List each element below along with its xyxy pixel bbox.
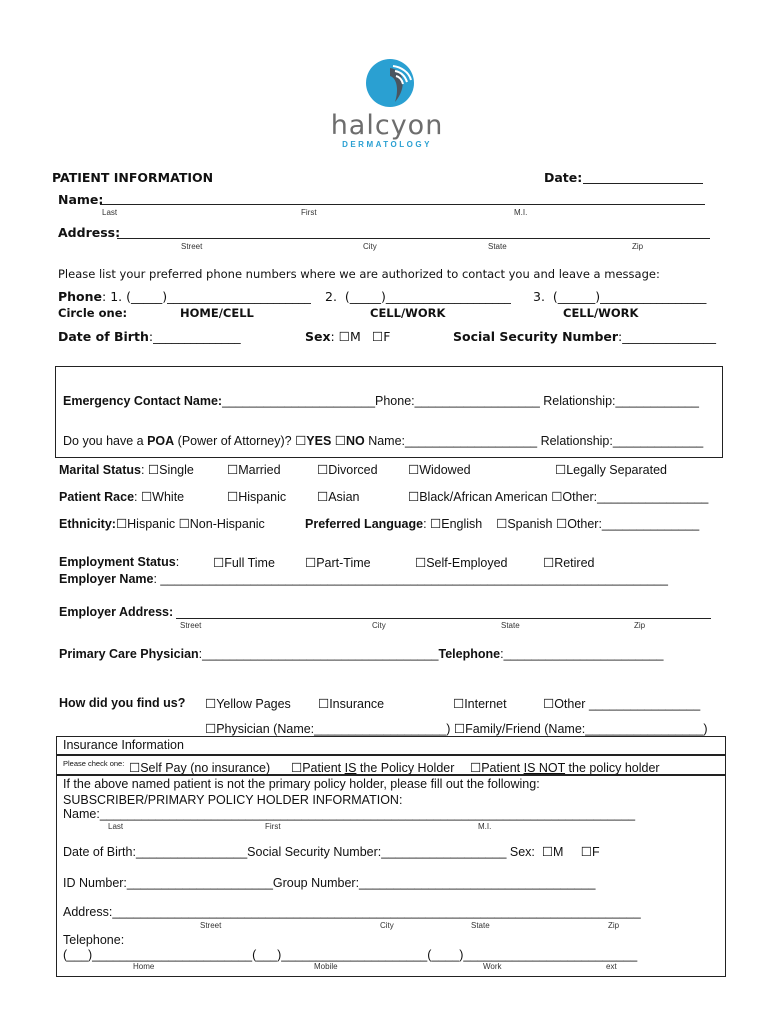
dob-label: Date of Birth	[58, 329, 149, 344]
subscriber-address-sub-state: State	[471, 921, 490, 930]
dob-field[interactable]: :______________	[148, 329, 241, 344]
poa-no-label: NO	[345, 434, 365, 448]
circle-one-label: Circle one:	[58, 306, 128, 320]
sex-label: Sex	[305, 329, 331, 344]
employer-address-sub-street: Street	[180, 621, 202, 630]
opt2-pre: ☐Patient	[291, 761, 345, 775]
ssn-label: Social Security Number	[453, 329, 619, 344]
language-options[interactable]: : ☐English ☐Spanish ☐Other:______________	[423, 517, 700, 531]
self-pay-checkbox[interactable]: ☐Self Pay (no insurance)	[129, 761, 271, 775]
circle-home-cell[interactable]: HOME/CELL	[180, 306, 254, 320]
subscriber-tel-sub-home: Home	[133, 962, 155, 971]
poa-yes-label: YES	[306, 434, 332, 448]
date-field[interactable]	[583, 183, 703, 184]
employment-self-employed[interactable]: ☐Self-Employed	[415, 556, 508, 570]
insurance-header: Insurance Information	[63, 738, 184, 752]
employment-retired[interactable]: ☐Retired	[543, 556, 595, 570]
physician-row[interactable]	[59, 647, 663, 661]
date-label: Date:	[544, 170, 583, 185]
sex-m-checkbox[interactable]: : ☐M	[330, 329, 361, 344]
subscriber-note: If the above named patient is not the primary policy holder, please fill out the following:	[63, 777, 540, 791]
poa-no-checkbox[interactable]: ☐	[331, 434, 346, 448]
employer-address-sub-city: City	[372, 621, 386, 630]
sex-f-checkbox[interactable]: ☐F	[372, 329, 391, 344]
race-white[interactable]: : ☐White	[134, 490, 185, 504]
marital-widowed[interactable]: ☐Widowed	[408, 463, 471, 477]
employer-address-label: Employer Address:	[59, 605, 174, 619]
employment-part-time[interactable]: ☐Part-Time	[305, 556, 371, 570]
employer-address-field[interactable]	[176, 618, 711, 619]
ethnicity-options[interactable]: ☐Hispanic ☐Non-Hispanic	[115, 517, 265, 531]
address-sub-state: State	[488, 242, 507, 251]
find-us-physician-family[interactable]: ☐Physician (Name:___________________) ☐Family/Friend (Name:_________________)	[205, 722, 708, 736]
emergency-row[interactable]	[63, 394, 699, 408]
physician-telephone-field[interactable]: :_______________________	[500, 647, 664, 661]
address-label: Address:	[58, 225, 121, 240]
address-sub-street: Street	[181, 242, 203, 251]
marital-separated[interactable]: ☐Legally Separated	[555, 463, 667, 477]
find-us-insurance[interactable]: ☐Insurance	[318, 697, 385, 711]
physician-field[interactable]: :__________________________________	[198, 647, 439, 661]
logo-wordmark: halcyon	[330, 110, 444, 141]
subscriber-id-group-fields[interactable]: ID Number:_____________________Group Number:__________________________________	[63, 876, 596, 890]
employer-name-label: Employer Name	[59, 572, 154, 586]
employer-name-row[interactable]	[59, 572, 668, 586]
address-sub-city: City	[363, 242, 377, 251]
employer-name-field[interactable]: : _________________________________________________________________________	[153, 572, 668, 586]
emergency-fields[interactable]: ______________________Phone:__________________ Relationship:____________	[222, 394, 699, 408]
language-label: Preferred Language	[305, 517, 424, 531]
marital-divorced[interactable]: ☐Divorced	[317, 463, 378, 477]
please-check-one-note: Please check one:	[63, 759, 125, 768]
subscriber-tel-sub-mobile: Mobile	[314, 962, 338, 971]
name-sub-mi: M.I.	[514, 208, 528, 217]
halcyon-logo-icon	[365, 58, 415, 108]
marital-married[interactable]: ☐Married	[227, 463, 281, 477]
subscriber-name-sub-mi: M.I.	[478, 822, 492, 831]
find-us-internet[interactable]: ☐Internet	[453, 697, 507, 711]
name-sub-last: Last	[102, 208, 118, 217]
phone-label: Phone	[58, 289, 103, 304]
race-row[interactable]	[59, 489, 184, 504]
phone-instruction: Please list your preferred phone numbers where we are authorized to contact you and leave a message:	[58, 267, 660, 281]
subscriber-name-sub-last: Last	[108, 822, 124, 831]
address-field[interactable]	[117, 238, 710, 239]
poa-name-fields[interactable]: Name:___________________ Relationship:_____________	[364, 434, 704, 448]
marital-row[interactable]	[59, 462, 194, 477]
sex-row[interactable]	[305, 329, 361, 344]
name-field[interactable]	[100, 204, 705, 205]
ethnicity-label: Ethnicity:	[59, 517, 116, 531]
subscriber-address-sub-street: Street	[200, 921, 222, 930]
circle-cell-work-1[interactable]: CELL/WORK	[370, 306, 446, 320]
physician-label: Primary Care Physician	[59, 647, 199, 661]
marital-single[interactable]: : ☐Single	[140, 463, 194, 477]
subscriber-telephone-label: Telephone:	[63, 933, 125, 947]
employment-colon: :	[175, 555, 180, 569]
race-label: Patient Race	[59, 490, 135, 504]
find-us-yellow-pages[interactable]: ☐Yellow Pages	[205, 697, 291, 711]
subscriber-dob-ssn-sex-fields[interactable]: Date of Birth:________________Social Security Number:__________________ Sex: ☐M ☐F	[63, 845, 600, 859]
race-hispanic[interactable]: ☐Hispanic	[227, 490, 287, 504]
poa-abbrev: POA	[147, 434, 175, 448]
opt3-post: the policy holder	[565, 761, 660, 775]
form-title: PATIENT INFORMATION	[52, 170, 214, 185]
subscriber-heading: SUBSCRIBER/PRIMARY POLICY HOLDER INFORMATION:	[63, 793, 403, 807]
ssn-field[interactable]: :_______________	[618, 329, 717, 344]
subscriber-name-sub-first: First	[265, 822, 281, 831]
opt3-underlined: IS NOT	[523, 761, 566, 775]
poa-question-start: Do you have a	[63, 434, 148, 448]
subscriber-tel-sub-ext: ext	[606, 962, 617, 971]
patient-is-not-holder-checkbox[interactable]	[470, 760, 660, 775]
opt2-post: the Policy Holder	[356, 761, 455, 775]
subscriber-tel-sub-work: Work	[483, 962, 502, 971]
circle-cell-work-2[interactable]: CELL/WORK	[563, 306, 639, 320]
ssn-row[interactable]	[453, 329, 716, 344]
employment-row[interactable]	[59, 555, 179, 569]
subscriber-address-field[interactable]: Address:____________________________________________________________________________	[63, 905, 641, 919]
subscriber-name-field[interactable]: Name:_____________________________________________________________________________	[63, 807, 636, 821]
subscriber-address-sub-zip: Zip	[608, 921, 620, 930]
physician-telephone-label: Telephone	[438, 647, 501, 661]
employment-full-time[interactable]: ☐Full Time	[213, 556, 275, 570]
subscriber-address-sub-city: City	[380, 921, 394, 930]
opt3-pre: ☐Patient	[470, 761, 524, 775]
address-sub-zip: Zip	[632, 242, 644, 251]
subscriber-telephone-fields[interactable]: (___)_______________________(___)_____________________(____)_________________________	[63, 948, 638, 962]
dob-row[interactable]	[58, 329, 241, 344]
employer-address-sub-zip: Zip	[634, 621, 646, 630]
emergency-name-label: Emergency Contact Name:	[63, 394, 223, 408]
phone-2-field[interactable]: 2. (_____)____________________	[325, 289, 511, 304]
poa-row[interactable]	[63, 433, 703, 448]
employer-address-sub-state: State	[501, 621, 520, 630]
name-label: Name:	[58, 192, 104, 207]
find-us-other[interactable]: ☐Other ________________	[543, 697, 701, 711]
poa-yes-checkbox[interactable]: (Power of Attorney)? ☐	[174, 434, 307, 448]
name-sub-first: First	[301, 208, 317, 217]
logo-subtitle: DERMATOLOGY	[342, 140, 432, 149]
marital-label: Marital Status	[59, 463, 141, 477]
find-us-label: How did you find us?	[59, 696, 186, 710]
opt2-underlined: IS	[344, 761, 357, 775]
employment-label: Employment Status	[59, 555, 176, 569]
race-black-other[interactable]: ☐Black/African American ☐Other:________________	[408, 490, 709, 504]
patient-is-holder-checkbox[interactable]	[291, 760, 454, 775]
phone-row-1[interactable]	[58, 289, 311, 304]
race-asian[interactable]: ☐Asian	[317, 490, 360, 504]
language-row[interactable]	[305, 516, 699, 531]
ethnicity-row[interactable]	[59, 516, 265, 531]
phone-1-field[interactable]: : 1. (_____)_______________________	[102, 289, 311, 304]
phone-3-field[interactable]: 3. (______)_________________	[533, 289, 707, 304]
